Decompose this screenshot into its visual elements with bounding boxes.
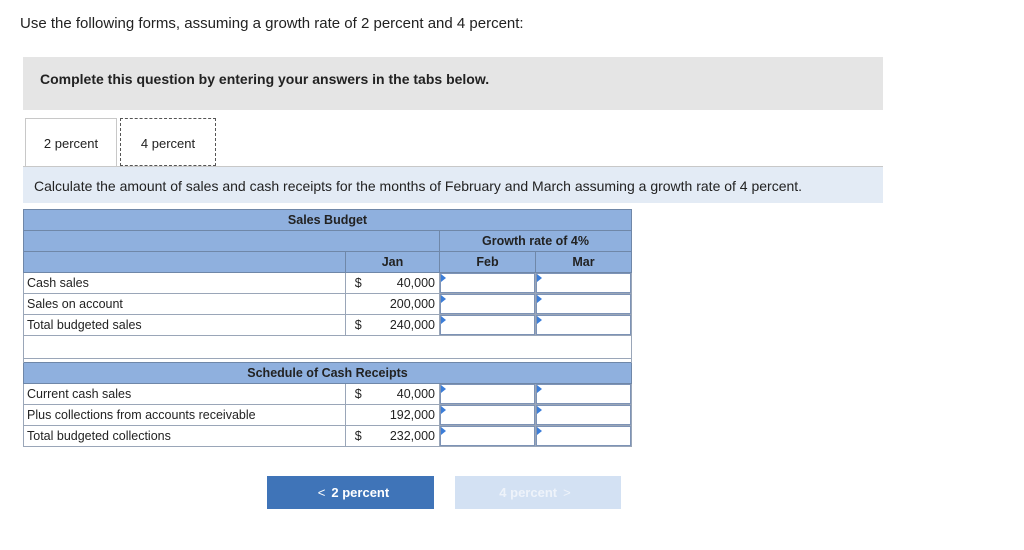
chevron-left-icon: < bbox=[317, 485, 326, 500]
current-cash-sales-mar-input[interactable] bbox=[536, 384, 631, 404]
sales-on-account-mar-input[interactable] bbox=[536, 294, 631, 314]
mar-cell bbox=[536, 426, 632, 447]
instruction-text: Calculate the amount of sales and cash receipts for the months of February and March assuming a growth rate of 4 percent. bbox=[34, 178, 803, 194]
feb-cell bbox=[440, 294, 536, 315]
tab-2-percent-label: 2 percent bbox=[43, 136, 99, 151]
feb-cell bbox=[440, 405, 536, 426]
col-header-jan: Jan bbox=[346, 252, 440, 273]
col-header-feb: Feb bbox=[440, 252, 536, 273]
current-cash-sales-feb-input[interactable] bbox=[440, 384, 535, 404]
sales-on-account-feb-input[interactable] bbox=[440, 294, 535, 314]
question-instruction bbox=[23, 167, 883, 203]
row-label: Sales on account bbox=[24, 294, 346, 315]
row-label: Total budgeted collections bbox=[24, 426, 346, 447]
cash-sales-mar-input[interactable] bbox=[536, 273, 631, 293]
row-label: Cash sales bbox=[24, 273, 346, 294]
collections-ar-feb-input[interactable] bbox=[440, 405, 535, 425]
row-label: Total budgeted sales bbox=[24, 315, 346, 336]
collections-ar-mar-input[interactable] bbox=[536, 405, 631, 425]
table-row-collections-ar bbox=[24, 405, 632, 426]
mar-cell bbox=[536, 273, 632, 294]
prev-tab-button[interactable] bbox=[267, 476, 434, 509]
intro-text: Use the following forms, assuming a growth rate of 2 percent and 4 percent: bbox=[20, 15, 524, 32]
table-row-cash-sales bbox=[24, 273, 632, 294]
spacer-row bbox=[24, 336, 632, 359]
tab-2-percent[interactable] bbox=[25, 118, 117, 166]
dollar-sign bbox=[346, 405, 371, 426]
total-collections-mar-input[interactable] bbox=[536, 426, 631, 446]
dollar-sign: $ bbox=[346, 315, 371, 336]
mar-cell bbox=[536, 294, 632, 315]
feb-cell bbox=[440, 384, 536, 405]
jan-value: 240,000 bbox=[371, 315, 440, 336]
instructions-banner bbox=[23, 57, 883, 110]
row-label: Plus collections from accounts receivable bbox=[24, 405, 346, 426]
mar-cell bbox=[536, 405, 632, 426]
jan-value: 40,000 bbox=[371, 273, 440, 294]
col-header-mar: Mar bbox=[536, 252, 632, 273]
header-spacer bbox=[24, 231, 440, 252]
prev-tab-label: 2 percent bbox=[331, 485, 390, 500]
spacer-cell bbox=[24, 336, 632, 359]
total-sales-feb-input[interactable] bbox=[440, 315, 535, 335]
next-tab-button[interactable] bbox=[455, 476, 621, 509]
tab-4-percent-label: 4 percent bbox=[140, 136, 196, 151]
chevron-right-icon: > bbox=[563, 485, 571, 500]
dollar-sign: $ bbox=[346, 384, 371, 405]
total-sales-mar-input[interactable] bbox=[536, 315, 631, 335]
jan-value: 40,000 bbox=[371, 384, 440, 405]
cash-receipts-title: Schedule of Cash Receipts bbox=[24, 363, 632, 384]
dollar-sign: $ bbox=[346, 426, 371, 447]
row-label: Current cash sales bbox=[24, 384, 346, 405]
tab-4-percent[interactable] bbox=[120, 118, 216, 166]
table-row-current-cash-sales bbox=[24, 384, 632, 405]
cash-sales-feb-input[interactable] bbox=[440, 273, 535, 293]
table-row-total-budgeted-sales bbox=[24, 315, 632, 336]
growth-rate-header: Growth rate of 4% bbox=[440, 231, 632, 252]
feb-cell bbox=[440, 426, 536, 447]
dollar-sign: $ bbox=[346, 273, 371, 294]
banner-text: Complete this question by entering your answers in the tabs below. bbox=[40, 71, 490, 87]
table-row-total-budgeted-collections bbox=[24, 426, 632, 447]
dollar-sign bbox=[346, 294, 371, 315]
header-label-col bbox=[24, 252, 346, 273]
sales-budget-title: Sales Budget bbox=[24, 210, 632, 231]
mar-cell bbox=[536, 384, 632, 405]
feb-cell bbox=[440, 273, 536, 294]
jan-value: 232,000 bbox=[371, 426, 440, 447]
next-tab-label: 4 percent bbox=[499, 485, 558, 500]
mar-cell bbox=[536, 315, 632, 336]
table-row-sales-on-account bbox=[24, 294, 632, 315]
jan-value: 192,000 bbox=[371, 405, 440, 426]
sales-budget-table bbox=[23, 209, 632, 447]
total-collections-feb-input[interactable] bbox=[440, 426, 535, 446]
feb-cell bbox=[440, 315, 536, 336]
jan-value: 200,000 bbox=[371, 294, 440, 315]
